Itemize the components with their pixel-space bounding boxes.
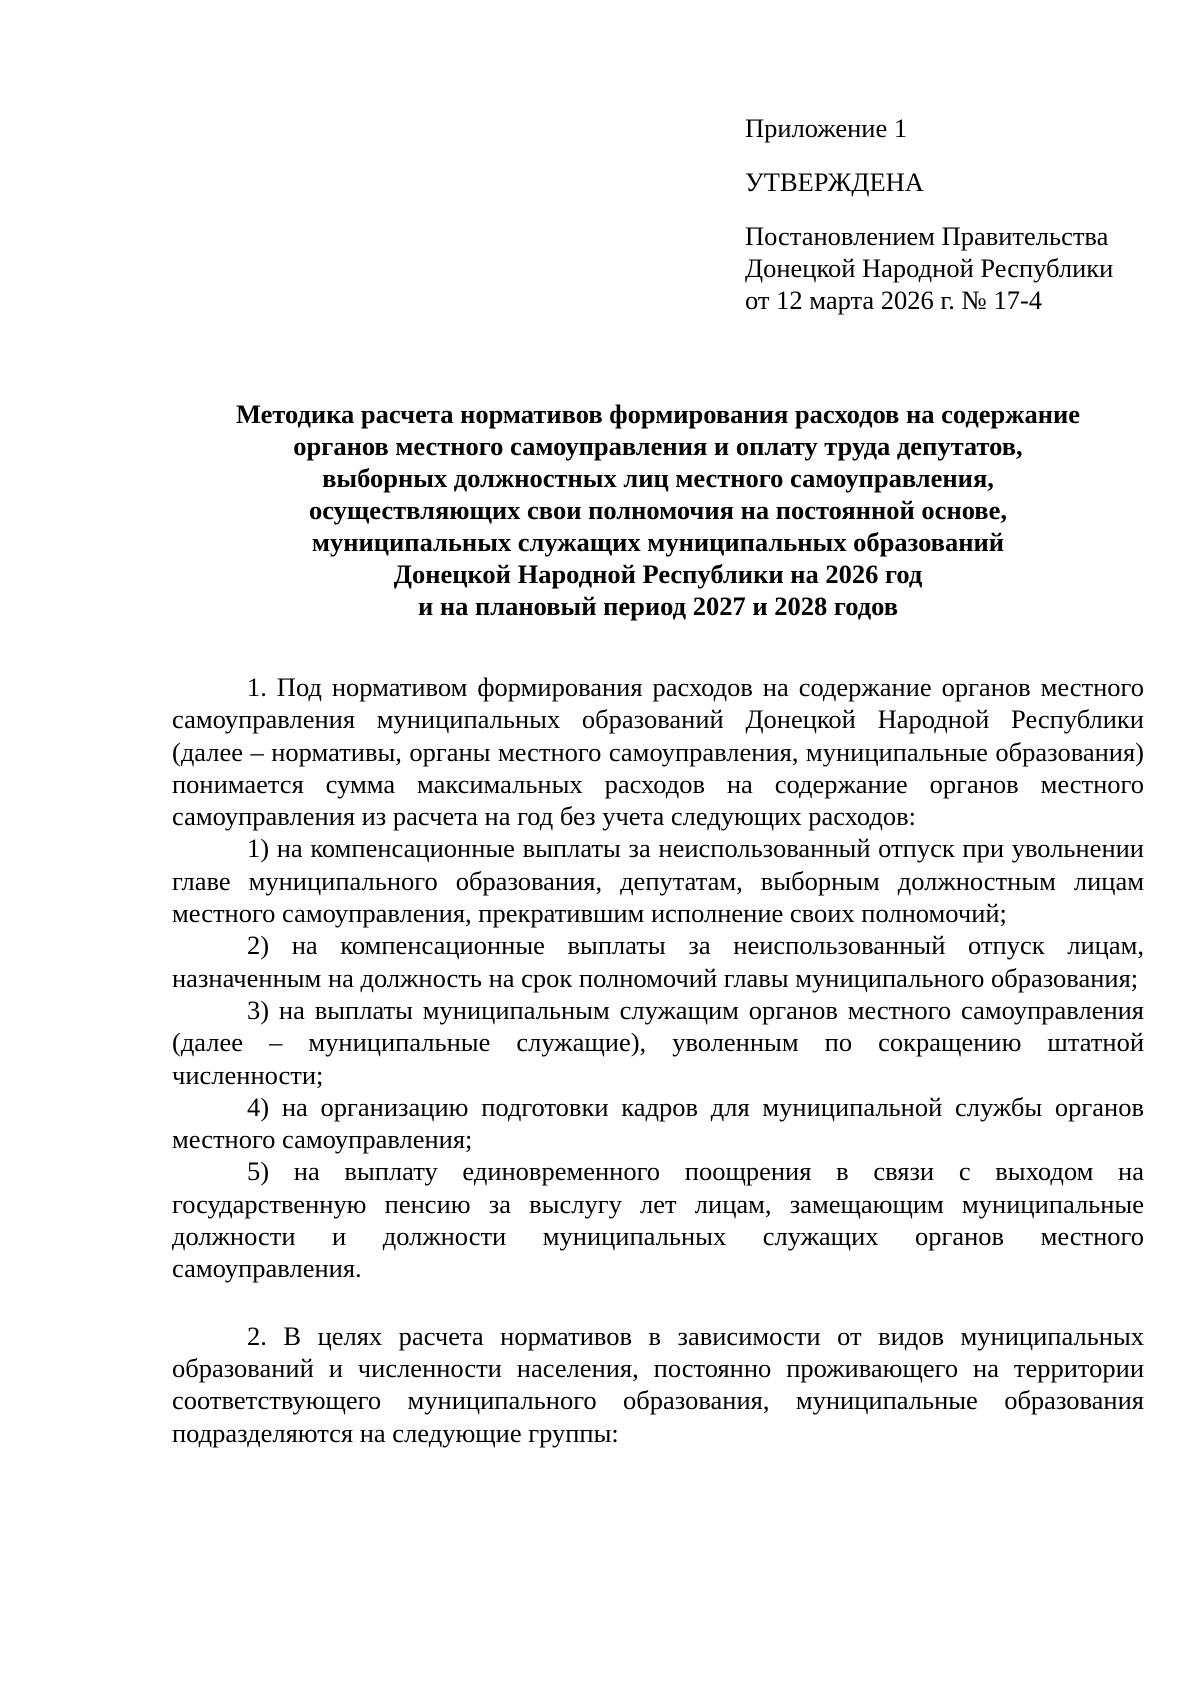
title-line: выборных должностных лиц местного самоуправления, — [322, 463, 994, 493]
resolution-line: Донецкой Народной Республики — [745, 253, 1114, 283]
list-item: 4) на организацию подготовки кадров для муниципальной службы органов местного самоуправления; — [172, 1091, 1144, 1155]
title-line: и на плановый период 2027 и 2028 годов — [417, 591, 899, 621]
title-line: муниципальных служащих муниципальных образований — [311, 527, 1005, 557]
title-line: Донецкой Народной Республики на 2026 год — [393, 559, 923, 589]
approval-block — [745, 112, 1165, 316]
approved-label: УТВЕРЖДЕНА — [745, 167, 924, 197]
list-item: 3) на выплаты муниципальным служащим органов местного самоуправления (далее – муниципальные служащие), уволенным по сокращению штатной численности; — [172, 994, 1144, 1090]
title-line: осуществляющих свои полномочия на постоянной основе, — [308, 495, 1008, 525]
title-line: органов местного самоуправления и оплату труда депутатов, — [293, 431, 1023, 461]
title-line: Методика расчета нормативов формирования расходов на содержание — [235, 399, 1081, 429]
paragraph-2: 2. В целях расчета нормативов в зависимости от видов муниципальных образований и численности населения, постоянно проживающего на территории соответствующего муниципального образования, муниципальные образования подразделяются на следующие группы: — [172, 1320, 1144, 1448]
document-title — [172, 398, 1144, 622]
resolution-date-number: от 12 марта 2026 г. № 17-4 — [745, 285, 1043, 315]
list-item: 2) на компенсационные выплаты за неиспользованный отпуск лицам, назначенным на должность на срок полномочий главы муниципального образования; — [172, 930, 1144, 993]
appendix-label: Приложение 1 — [745, 113, 908, 143]
document-body — [172, 671, 1144, 1449]
list-item: 1) на компенсационные выплаты за неиспользованный отпуск при увольнении главе муниципального образования, депутатам, выборным должностным лицам местного самоуправления, прекратившим исполнение своих полномочий; — [172, 833, 1144, 929]
resolution-line: Постановлением Правительства — [745, 221, 1109, 251]
list-item: 5) на выплату единовременного поощрения в связи с выходом на государственную пенсию за выслугу лет лицам, замещающим муниципальные должности и должности муниципальных служащих органов местного самоуправления. — [172, 1156, 1144, 1284]
paragraph-1: 1. Под нормативом формирования расходов на содержание органов местного самоуправления муниципальных образований Донецкой Народной Республики (далее – нормативы, органы местного самоуправления, муниципальные образования) понимается сумма максимальных расходов на содержание органов местного самоуправления из расчета на год без учета следующих расходов: — [172, 672, 1144, 832]
